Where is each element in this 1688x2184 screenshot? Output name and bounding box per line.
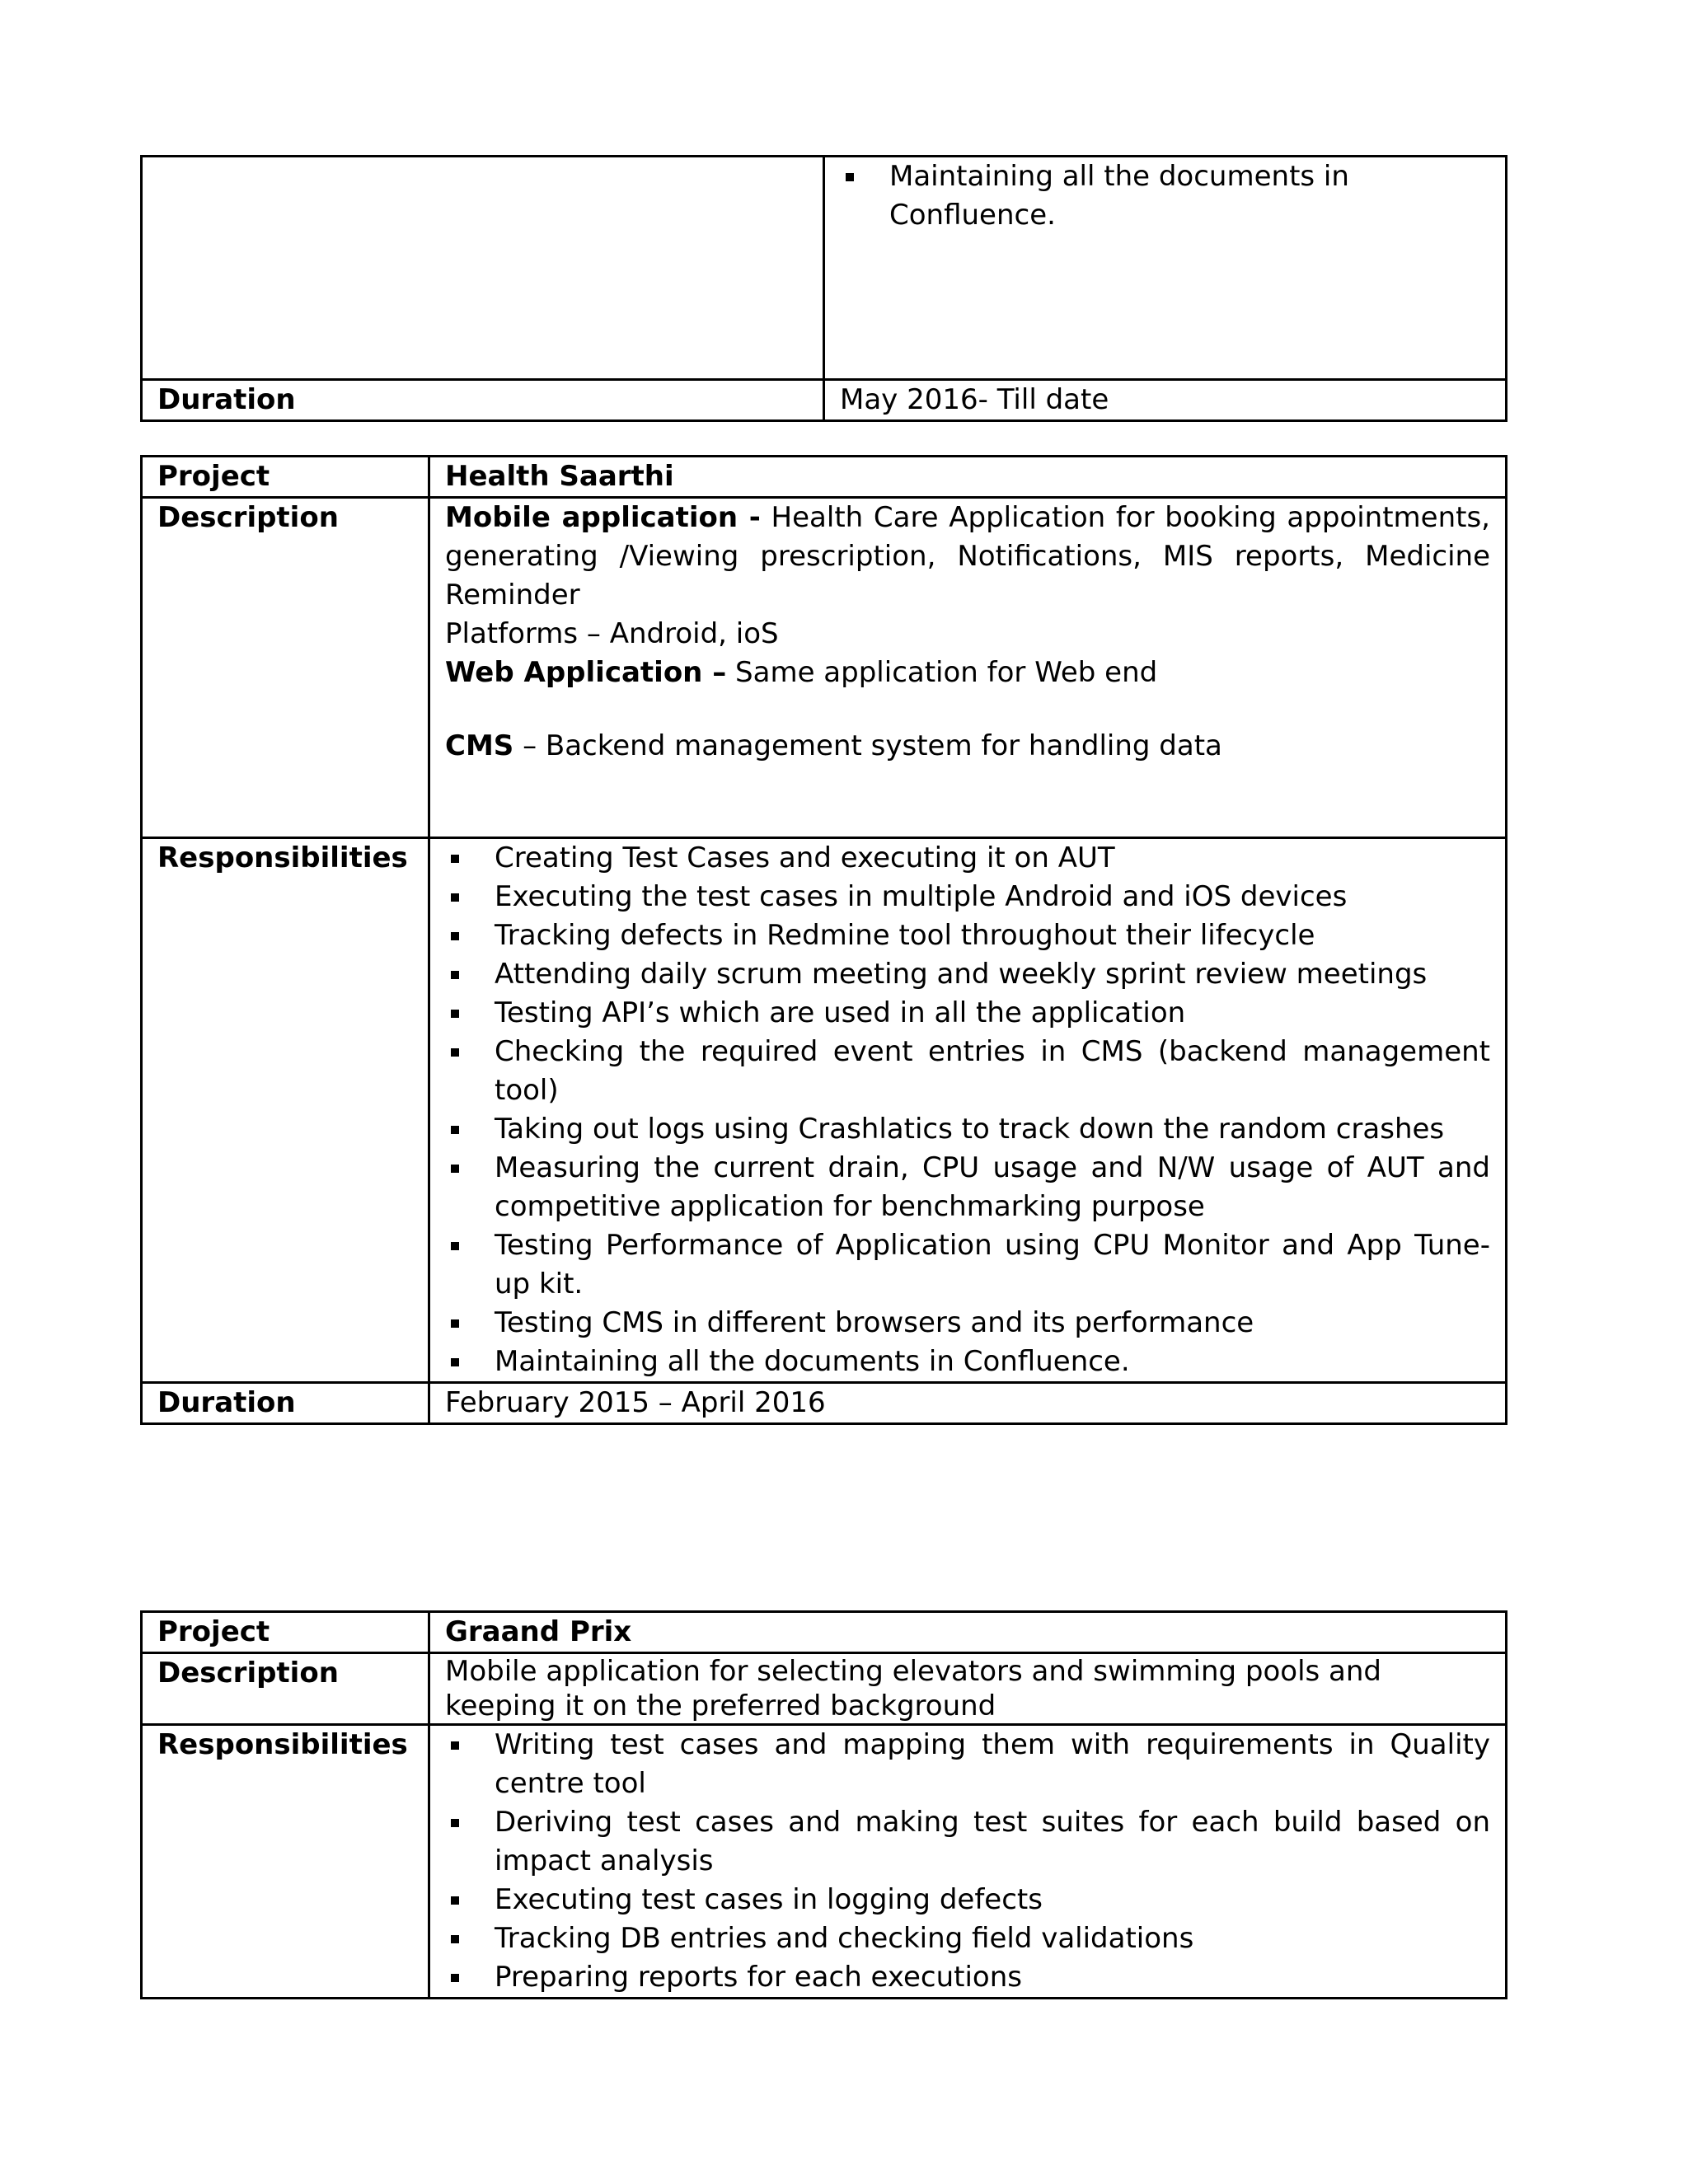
duration-label: Duration bbox=[142, 1383, 429, 1424]
duration-value: May 2016- Till date bbox=[824, 380, 1507, 421]
list-item: Testing Performance of Application using CPU Monitor and App Tune-up kit. bbox=[445, 1226, 1490, 1304]
list-item: Testing CMS in different browsers and its performance bbox=[445, 1304, 1490, 1343]
list-item: Maintaining all the documents in Confluence. bbox=[445, 1343, 1490, 1381]
responsibilities-label: Responsibilities bbox=[142, 1725, 429, 1999]
list-item: Checking the required event entries in CMS (backend management tool) bbox=[445, 1033, 1490, 1110]
spacer bbox=[445, 692, 1490, 727]
responsibilities-list bbox=[445, 1726, 1490, 1997]
duration-label: Duration bbox=[142, 380, 824, 421]
platforms-text: Platforms – Android, ioS bbox=[445, 617, 779, 650]
list-item: Testing API’s which are used in all the application bbox=[445, 994, 1490, 1033]
cms-text: – Backend management system for handling data bbox=[513, 729, 1222, 762]
mobile-application-text: Health Care Application for booking appointments, generating /Viewing prescription, Notifications, MIS reports, Medicine Reminder bbox=[445, 501, 1490, 612]
web-application-text: Same application for Web end bbox=[726, 656, 1158, 689]
list-item: Measuring the current drain, CPU usage and N/W usage of AUT and competitive application for benchmarking purpose bbox=[445, 1149, 1490, 1226]
list-item: Executing the test cases in multiple Android and iOS devices bbox=[445, 878, 1490, 916]
mobile-application-label: Mobile application - bbox=[445, 501, 761, 534]
list-item: Deriving test cases and making test suites for each build based on impact analysis bbox=[445, 1803, 1490, 1881]
list-item: Creating Test Cases and executing it on AUT bbox=[445, 839, 1490, 878]
list-item: Tracking DB entries and checking field validations bbox=[445, 1919, 1490, 1958]
list-item: Preparing reports for each executions bbox=[445, 1958, 1490, 1997]
cms-paragraph bbox=[445, 727, 1490, 766]
list-item: Attending daily scrum meeting and weekly sprint review meetings bbox=[445, 955, 1490, 994]
project-table-health-saarthi bbox=[140, 455, 1507, 1425]
responsibilities-list bbox=[445, 839, 1490, 1381]
description-label: Description bbox=[142, 498, 429, 838]
project-label: Project bbox=[142, 457, 429, 498]
project-table-continued bbox=[140, 155, 1507, 422]
mobile-application-paragraph bbox=[445, 499, 1490, 615]
responsibilities-list bbox=[840, 157, 1490, 235]
list-item: Writing test cases and mapping them with requirements in Quality centre tool bbox=[445, 1726, 1490, 1803]
list-item: Taking out logs using Crashlatics to track down the random crashes bbox=[445, 1110, 1490, 1149]
project-table-graand-prix bbox=[140, 1610, 1507, 1999]
description-text: Mobile application for selecting elevators and swimming pools and keeping it on the preferred background bbox=[429, 1653, 1507, 1725]
description-cell bbox=[429, 498, 1507, 838]
project-name: Graand Prix bbox=[429, 1612, 1507, 1653]
list-item: Executing test cases in logging defects bbox=[445, 1881, 1490, 1919]
empty-label-cell bbox=[142, 157, 824, 380]
description-label: Description bbox=[142, 1653, 429, 1725]
web-application-label: Web Application – bbox=[445, 656, 727, 689]
responsibilities-cell bbox=[824, 157, 1507, 380]
web-application-paragraph bbox=[445, 654, 1490, 692]
list-item: Tracking defects in Redmine tool throughout their lifecycle bbox=[445, 916, 1490, 955]
duration-value: February 2015 – April 2016 bbox=[429, 1383, 1507, 1424]
responsibilities-cell bbox=[429, 1725, 1507, 1999]
responsibilities-cell bbox=[429, 838, 1507, 1383]
cms-label: CMS bbox=[445, 729, 514, 762]
project-label: Project bbox=[142, 1612, 429, 1653]
list-item: Maintaining all the documents in Confluence. bbox=[840, 157, 1490, 235]
responsibilities-label: Responsibilities bbox=[142, 838, 429, 1383]
project-name: Health Saarthi bbox=[429, 457, 1507, 498]
